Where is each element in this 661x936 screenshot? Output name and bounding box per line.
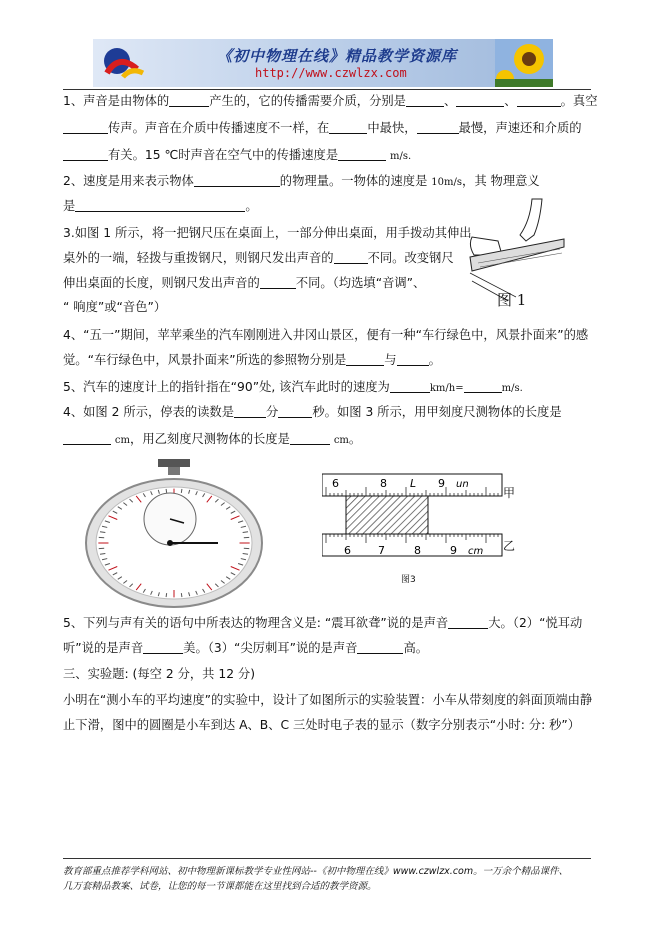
question-2-line-2: 是 。 [63, 199, 258, 213]
sunflower-icon [495, 39, 553, 87]
answer-blank[interactable] [338, 148, 386, 161]
answer-blank[interactable] [63, 148, 108, 161]
site-logo-icon [93, 39, 151, 87]
answer-blank[interactable] [329, 121, 367, 134]
question-2-line-1: 2、速度是用来表示物体 的物理量。一物体的速度是 10m/s，其 物理意义 [63, 174, 540, 188]
question-4-line-2: 觉。“车行绿色中，风景扑面来”所选的参照物分别是 与 。 [63, 353, 441, 367]
question-4-line-1: 4、“五一”期间，苹苹乘坐的汽车刚刚进入井冈山景区，便有一种“车行绿色中，风景扑面来”的感 [63, 328, 589, 342]
ruler-jia-tick: L [410, 477, 417, 490]
answer-blank[interactable] [143, 641, 183, 654]
answer-blank[interactable] [517, 94, 561, 107]
answer-blank[interactable] [260, 276, 296, 289]
section-3-heading: 三、实验题: (每空 2 分，共 12 分) [63, 667, 256, 681]
question-5b-line-1: 5、下列与声有关的语句中所表达的物理含义是: “震耳欲聋”说的是声音 大。（2）“悦耳动 [63, 616, 583, 630]
answer-blank[interactable] [63, 432, 111, 445]
banner-title: 《初中物理在线》精品教学资源库 [217, 47, 458, 65]
ruler-figure [322, 468, 522, 568]
ruler-yi-tick: 7 [378, 544, 385, 557]
question-3-line-3: 伸出桌面的长度，则钢尺发出声音的 不同。（均选填“音调”、 [63, 276, 426, 290]
question-1-line-2: 传声。声音在介质中传播速度不一样，在 中最快， 最慢，声速还和介质的 [63, 120, 582, 137]
ruler-jia-tick: 6 [332, 477, 339, 490]
answer-blank[interactable] [194, 174, 280, 187]
section-3-line-1: 小明在“测小车的平均速度”的实验中，设计了如图所示的实验装置：小车从带刻度的斜面顶端由静 [63, 693, 593, 707]
question-1-line-1: 1、声音是由物体的 产生的，它的传播需要介质，分别是 、 、 。真空 [63, 94, 598, 108]
footer-line-2: 几万套精品教案、试卷，让您的每一节课都能在这里找到合适的教学资源。 [63, 881, 377, 892]
question-1-line-3: 有关。15 ℃时声音在空气中的传播速度是 m/s. [63, 147, 411, 165]
ruler-yi-label: 乙 [503, 539, 516, 553]
ruler-yi-tick: 6 [344, 544, 351, 557]
question-4b-line-2: cm，用乙刻度尺测物体的长度是 cm。 [63, 431, 361, 449]
answer-blank[interactable] [278, 405, 312, 418]
answer-blank[interactable] [63, 121, 108, 134]
ruler-yi-tick: 8 [414, 544, 421, 557]
answer-blank[interactable] [290, 432, 330, 445]
question-3-line-2: 桌外的一端，轻拨与重拨钢尺，则钢尺发出声音的 不同。改变钢尺 [63, 251, 454, 265]
footer-line-1: 教育部重点推荐学科网站、初中物理新课标教学专业性网站--《初中物理在线》www.czwlzx.com。一万余个精品课件、 [63, 866, 569, 877]
answer-blank[interactable] [346, 353, 384, 366]
answer-blank[interactable] [334, 251, 368, 264]
answer-blank[interactable] [448, 616, 488, 629]
answer-blank[interactable] [464, 380, 502, 393]
ruler-jia-tick: 8 [380, 477, 387, 490]
stopwatch-figure [84, 459, 264, 609]
section-3-line-2: 止下滑，图中的圆圈是小车到达 A、B、C 三处时电子表的显示（数字分别表示“小时: 分: 秒”） [63, 718, 581, 732]
question-4b-line-1: 4、如图 2 所示，停表的读数是 分 秒。如图 3 所示，用甲刻度尺测物体的长度是 [63, 405, 562, 419]
answer-blank[interactable] [397, 353, 429, 366]
answer-blank[interactable] [357, 641, 403, 654]
question-3-line-1: 3.如图 1 所示，将一把钢尺压在桌面上，一部分伸出桌面，用手拨动其伸出 [63, 226, 472, 240]
footer-divider [63, 858, 591, 859]
ruler-yi-tick: cm [468, 546, 484, 557]
answer-blank[interactable] [234, 405, 266, 418]
ruler-jia-tick: 9 [438, 477, 445, 490]
answer-blank[interactable] [417, 121, 459, 134]
header-banner [93, 39, 553, 87]
question-3-line-4: “ 响度”或“音色”） [63, 300, 167, 314]
figure-1-caption: 图 1 [497, 291, 527, 309]
banner-url[interactable]: http://www.czwlzx.com [255, 66, 407, 80]
answer-blank[interactable] [169, 94, 209, 107]
answer-blank[interactable] [406, 94, 444, 107]
question-5-speedometer: 5、汽车的速度计上的指针指在“90”处, 该汽车此时的速度为 km/h= m/s. [63, 380, 523, 394]
answer-blank[interactable] [456, 94, 504, 107]
answer-blank[interactable] [390, 380, 430, 393]
ruler-jia-tick: un [456, 479, 469, 490]
header-divider [63, 89, 591, 90]
ruler-jia-label: 甲 [503, 486, 516, 500]
ruler-yi-tick: 9 [450, 544, 457, 557]
figure-3-caption: 图3 [401, 575, 416, 585]
question-5b-line-2: 听”说的是声音 美。（3）“尖厉刺耳”说的是声音 高。 [63, 641, 429, 655]
answer-blank[interactable] [75, 199, 245, 212]
